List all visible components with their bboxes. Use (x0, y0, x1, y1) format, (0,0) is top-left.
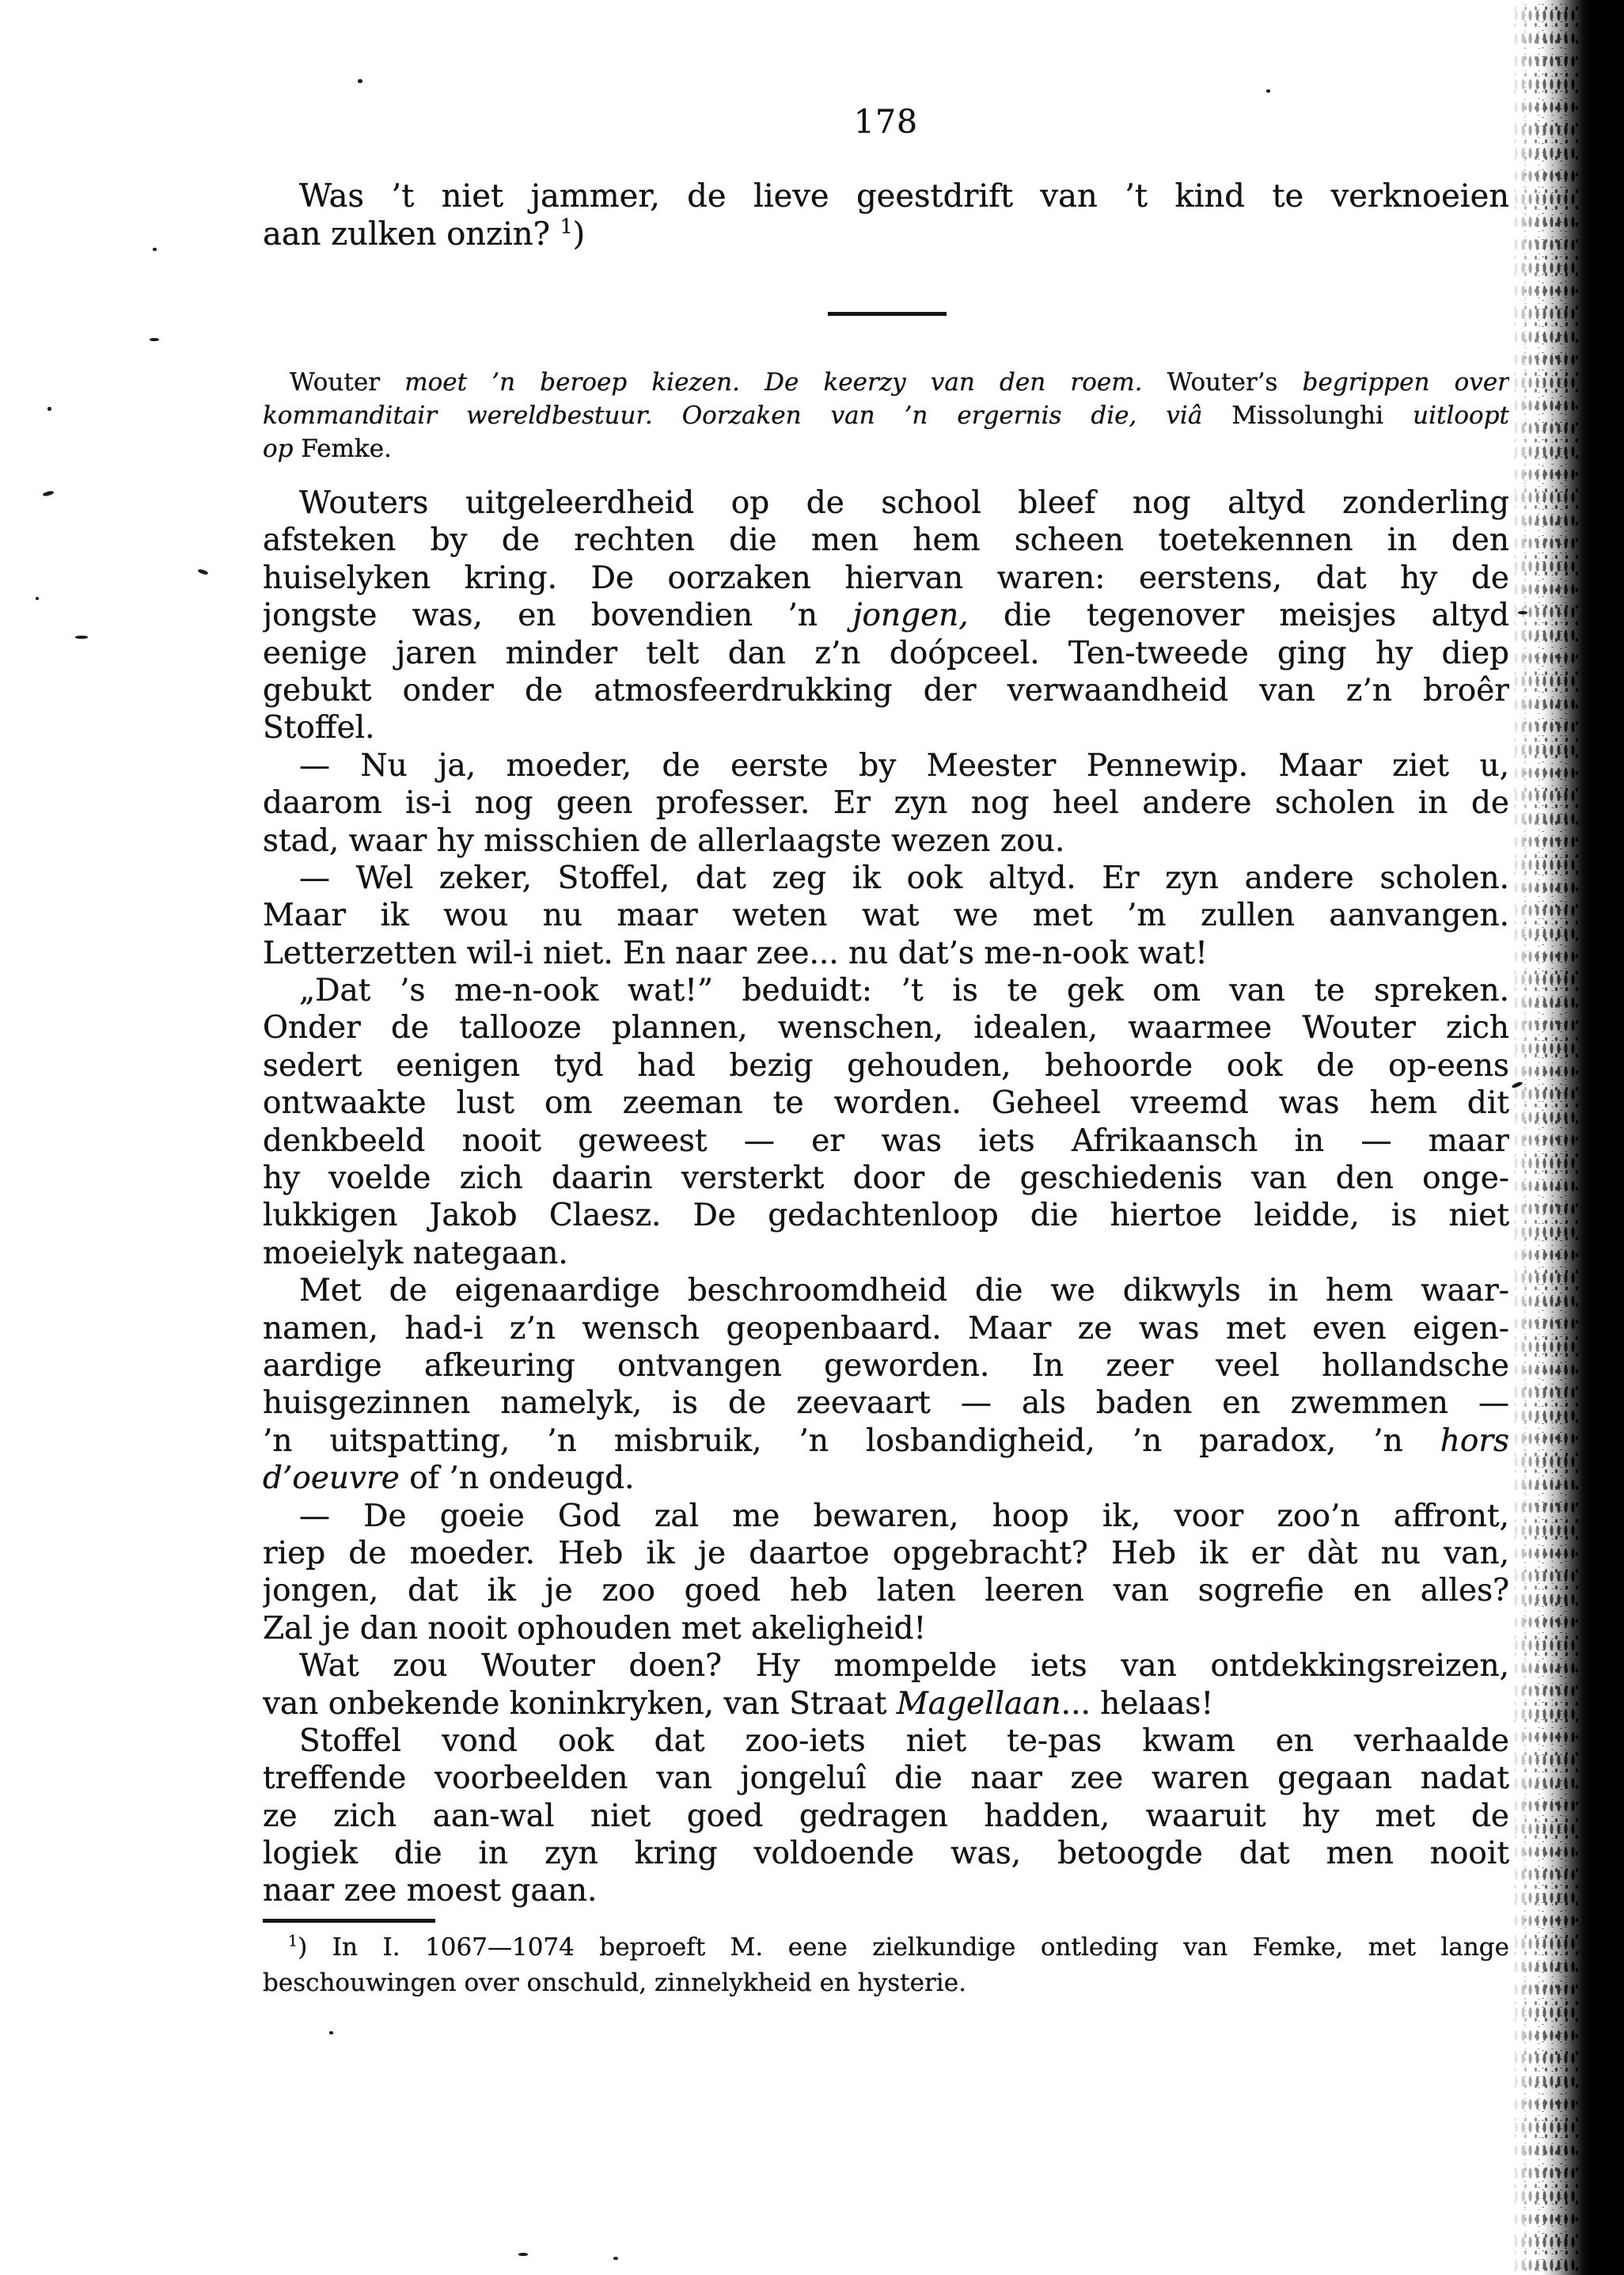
text-line: sedert eenigen tyd had bezig gehouden, behoorde ook de op-eens (263, 1047, 1509, 1084)
text-line: treffende voorbeelden van jongeluî die naar zee waren gegaan nadat (263, 1760, 1509, 1797)
scan-speck (153, 248, 157, 251)
text-line: naar zee moest gaan. (263, 1873, 598, 1909)
text-line: logiek die in zyn kring voldoende was, betoogde dat men nooit (263, 1836, 1509, 1872)
text-line: Maar ik wou nu maar weten wat we met ’m zullen aanvangen. (263, 898, 1509, 934)
scan-speck (150, 338, 159, 341)
text-line: ze zich aan-wal niet goed gedragen hadden, waaruit hy met de (263, 1798, 1509, 1834)
paragraph (263, 972, 1509, 1272)
text-line: kommanditair wereldbestuur. Oorzaken van ’n ergernis die, viâ Missolunghi uitloopt (263, 401, 1509, 430)
text-line: op Femke. (263, 435, 392, 463)
text-line: gebukt onder de atmosfeerdrukking der verwaandheid van z’n broêr (263, 672, 1509, 708)
text-line: Letterzetten wil-i niet. En naar zee... nu dat’s me-n-ook wat! (263, 935, 1208, 971)
text-line: beschouwingen over onschuld, zinnelykheid en hysterie. (263, 1969, 966, 1997)
scan-speck (1266, 89, 1270, 93)
scan-speck (36, 597, 39, 600)
text-line: eenige jaren minder telt dan z’n doópceel. Ten-tweede ging hy diep (263, 635, 1509, 671)
text-line: $^1$) In I. 1067—1074 beproeft M. eene zielkundige ontleding van Femke, met lange (288, 1931, 1509, 1962)
text-line: moeielyk nategaan. (263, 1235, 568, 1271)
scan-speck (198, 568, 209, 575)
scan-speck (358, 79, 362, 83)
text-line: ontwaakte lust om zeeman te worden. Geheel vreemd was hem dit (263, 1085, 1509, 1122)
scan-gutter-speckle (1510, 0, 1578, 2275)
text-line: jongen, dat ik je zoo goed heb laten leeren van sogrefie en alles? (263, 1573, 1509, 1609)
text-line: lukkigen Jakob Claesz. De gedachtenloop die hiertoe leidde, is niet (263, 1198, 1509, 1234)
text-line: Zal je dan nooit ophouden met akeligheid! (263, 1610, 927, 1646)
scan-speck (518, 2253, 528, 2256)
text-line: d’oeuvre of ’n ondeugd. (263, 1460, 635, 1497)
text-line: afsteken by de rechten die men hem scheen toetekennen in den (263, 522, 1509, 559)
scan-speck (43, 490, 55, 496)
text-line: huisgezinnen namelyk, is de zeevaart — als baden en zwemmen — (263, 1385, 1509, 1422)
text-line: Wouters uitgeleerdheid op de school bleef nog altyd zonderling (299, 485, 1509, 521)
text-line: Met de eigenaardige beschroomdheid die we dikwyls in hem waar- (299, 1273, 1509, 1309)
intro-paragraph (263, 177, 1509, 253)
text-line: Wouter moet ’n beroep kiezen. De keerzy van den roem. Wouter’s begrippen over (290, 368, 1509, 397)
text-line: Onder de tallooze plannen, wenschen, idealen, waarmee Wouter zich (263, 1010, 1509, 1046)
paragraph (263, 860, 1509, 972)
text-line: ’n uitspatting, ’n misbruik, ’n losbandigheid, ’n paradox, ’n hors (263, 1422, 1509, 1459)
text-line: — Nu ja, moeder, de eerste by Meester Pennewip. Maar ziet u, (299, 747, 1509, 784)
body-text (263, 484, 1509, 1910)
text-line: — De goeie God zal me bewaren, hoop ik, voor zoo’n affront, (299, 1498, 1509, 1534)
footnote (263, 1930, 1509, 2001)
text-line: aardige afkeuring ontvangen geworden. In zeer veel hollandsche (263, 1347, 1509, 1384)
paragraph (263, 1647, 1509, 1722)
text-line: riep de moeder. Heb ik je daartoe opgebracht? Heb ik er dàt nu van, (263, 1535, 1509, 1571)
paragraph (263, 1272, 1509, 1497)
scan-speck (75, 636, 88, 639)
section-divider-rule (828, 312, 947, 316)
footnote-divider-rule (263, 1919, 435, 1923)
text-line: Wat zou Wouter doen? Hy mompelde iets van ontdekkingsreizen, (299, 1648, 1509, 1684)
chapter-summary (263, 366, 1509, 465)
text-line: daarom is-i nog geen professer. Er zyn nog heel andere scholen in de (263, 785, 1509, 822)
text-line: huiselyken kring. De oorzaken hiervan waren: eerstens, dat hy de (263, 560, 1509, 596)
scan-speck (47, 407, 51, 411)
text-line: aan zulken onzin? $^1$) (263, 215, 586, 253)
text-line: stad, waar hy misschien de allerlaagste wezen zou. (263, 822, 1065, 859)
text-line: denkbeeld nooit geweest — er was iets Afrikaansch in — maar (263, 1122, 1509, 1159)
text-line: hy voelde zich daarin versterkt door de geschiedenis van den onge- (263, 1160, 1509, 1197)
text-line: Stoffel vond ook dat zoo-iets niet te-pas kwam en verhaalde (299, 1722, 1509, 1759)
text-line: van onbekende koninkryken, van Straat Magellaan... helaas! (263, 1685, 1214, 1722)
paragraph (263, 1498, 1509, 1648)
scan-speck (329, 2031, 333, 2034)
scan-speck (1518, 611, 1527, 614)
text-line: jongste was, en bovendien ’n jongen, die tegenover meisjes altyd (263, 598, 1509, 634)
scan-speck (613, 2257, 618, 2260)
text-line: — Wel zeker, Stoffel, dat zeg ik ook altyd. Er zyn andere scholen. (299, 860, 1509, 896)
paragraph (263, 484, 1509, 747)
paragraph (263, 747, 1509, 860)
text-line: namen, had-i z’n wensch geopenbaard. Maar ze was met even eigen- (263, 1310, 1509, 1346)
paragraph (263, 1722, 1509, 1910)
text-line: Was ’t niet jammer, de lieve geestdrift van ’t kind te verknoeien (299, 178, 1509, 215)
text-line: „Dat ’s me-n-ook wat!” beduidt: ’t is te gek om van te spreken. (299, 973, 1509, 1009)
page-number: 178 (853, 103, 919, 141)
text-line: Stoffel. (263, 710, 375, 746)
